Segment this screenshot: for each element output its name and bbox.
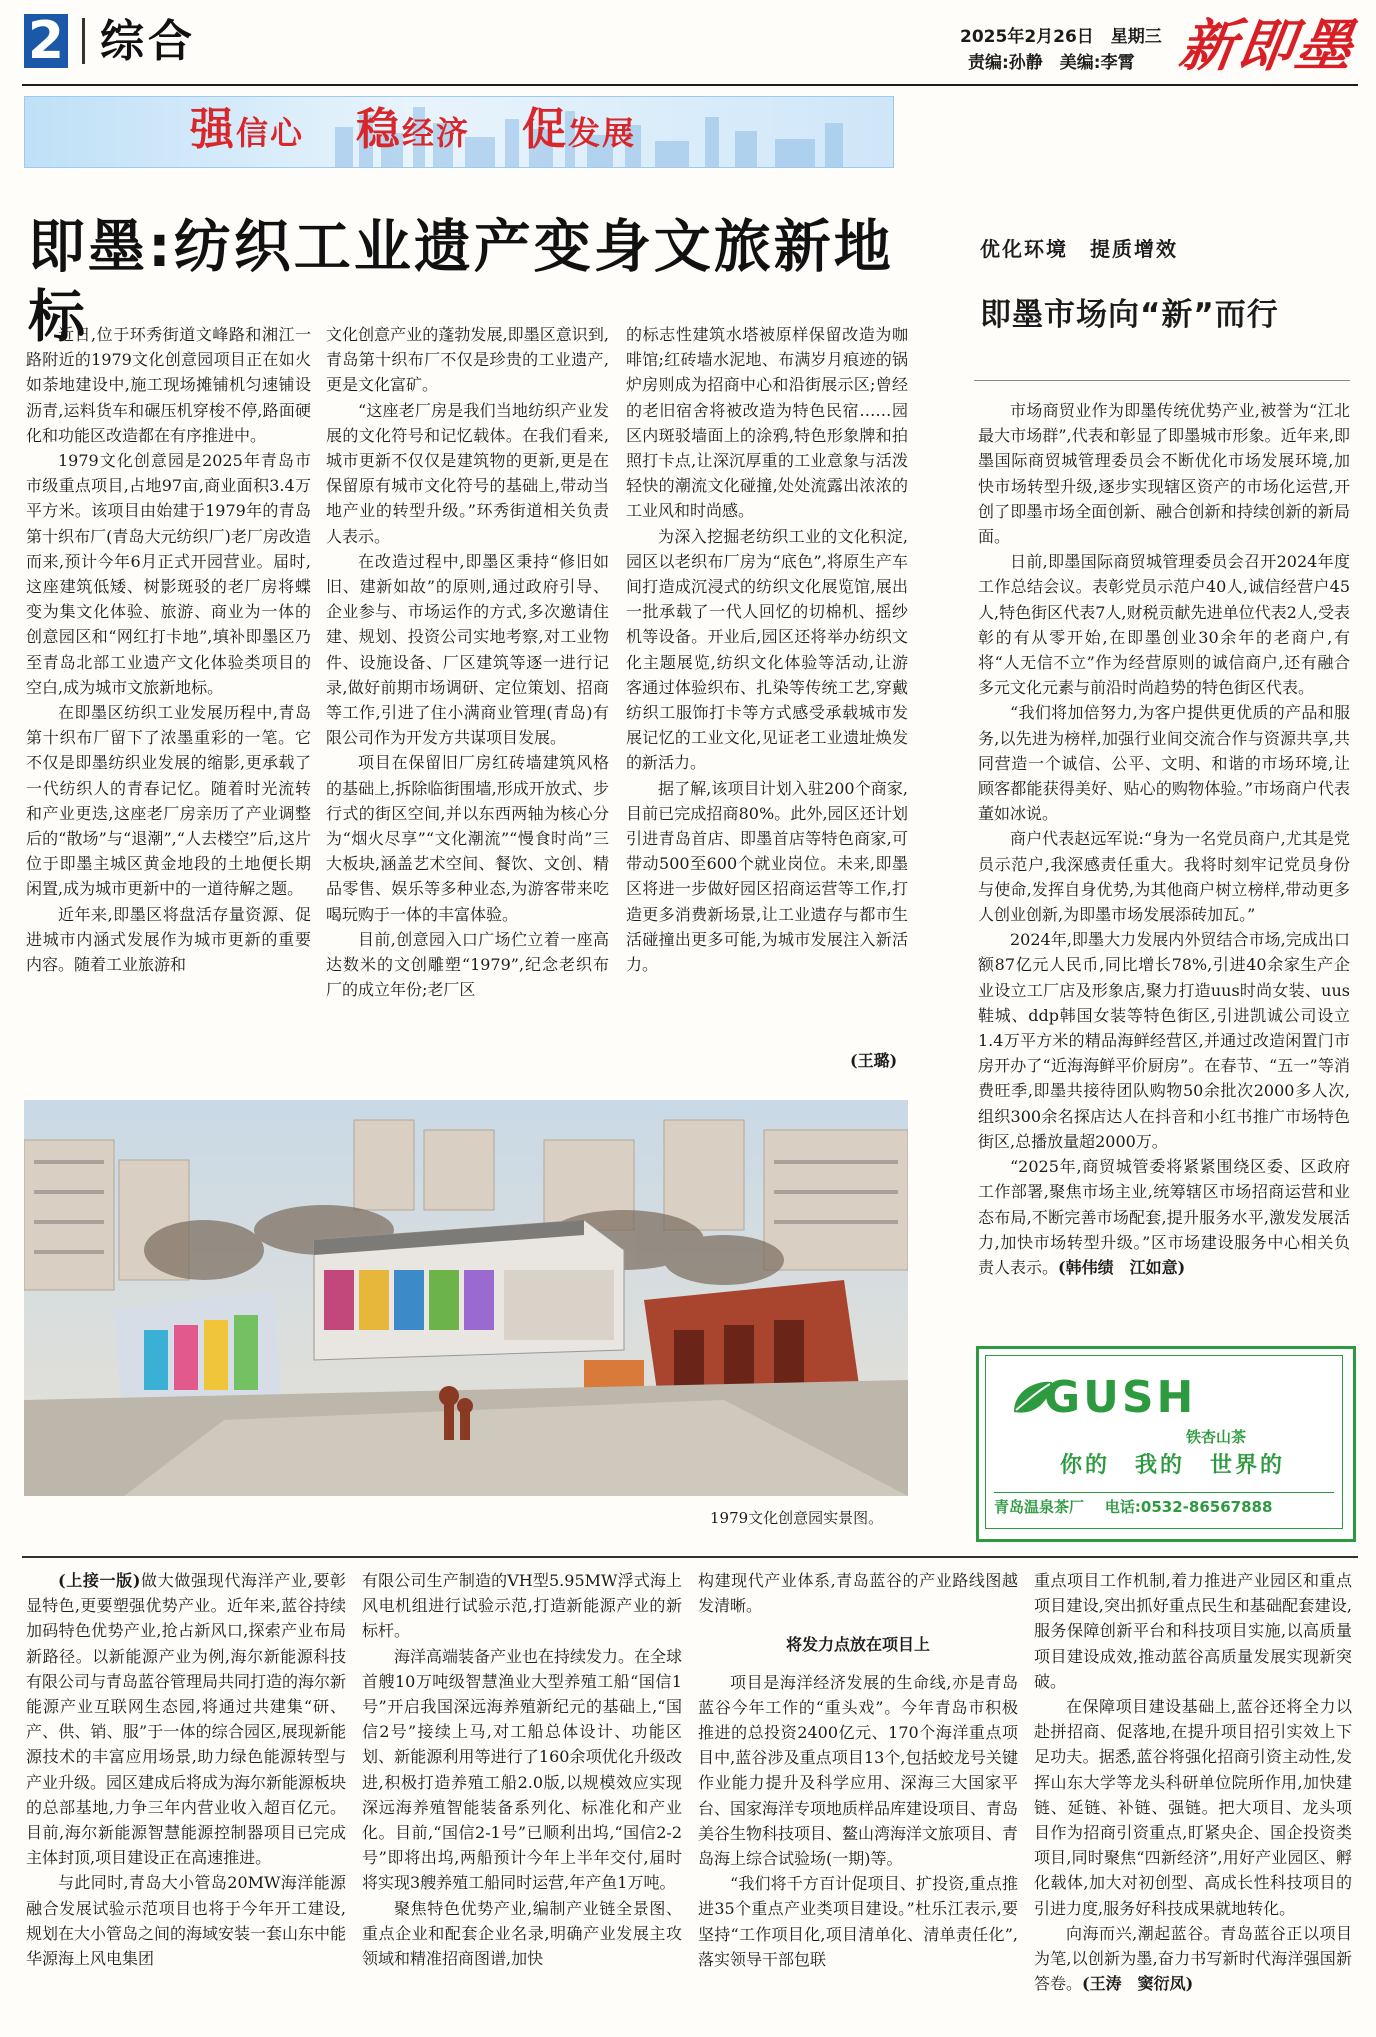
main-article-author: (王璐) bbox=[850, 1051, 898, 1070]
paragraph: 市场商贸业作为即墨传统优势产业,被誉为“江北最大市场群”,代表和彰显了即墨城市形象。近年来,即墨国际商贸城管理委员会不断优化市场发展环境,加快市场转型升级,逐步实现辖区资产的市场化运营,开创了即墨市场全面创新、融合创新和持续创新的新局面。 bbox=[978, 401, 1350, 547]
paragraph: 2024年,即墨大力发展内外贸结合市场,完成出口额87亿元人民币,同比增长78%,引进40余家生产企业设立工厂店及形象店,聚力打造uus时尚女装、uus鞋城、ddp韩国女装等特色街区,引进凯诚公司设立1.4万平方米的精品海鲜经营区,并通过改造闲置门市房开办了“近海海鲜平价厨房”。在春节、“五一”等消费旺季,即墨共接待团队购物50余批次2000多人次,组织300余名探店达人在抖音和小红书推广市场特色街区,总播放量超2000万。 bbox=[978, 930, 1350, 1151]
right-article-title: 即墨市场向“新”而行 bbox=[980, 297, 1279, 333]
paragraph: 有限公司生产制造的VH型5.95MW浮式海上风电机组进行试验示范,打造新能源产业的新标杆。 bbox=[362, 1571, 682, 1641]
paragraph: 在即墨区纺织工业发展历程中,青岛第十织布厂留下了浓墨重彩的一笔。它不仅是即墨纺织业发展的缩影,更承载了一代纺织人的青春记忆。随着时光流转和产业更迭,这座老厂房亲历了产业调整后的“散场”与“退潮”,“人去楼空”后,这片位于即墨主城区黄金地段的土地便长期闲置,成为城市更新中的一道待解之题。 bbox=[26, 703, 311, 899]
right-article-body bbox=[978, 398, 1350, 1280]
paragraph: (上接一版)做大做强现代海洋产业,要彰显特色,更要塑强优势产业。近年来,蓝谷持续加码特色优势产业,抢占新风口,探索产业布局新路径。以新能源产业为例,海尔新能源科技有限公司与青岛蓝谷管理局共同打造的海尔新能源产业互联网生态园,将通过共建集“研、产、供、销、服”于一体的综合园区,展现新能源技术的丰富应用场景,助力绿色能源转型与产业升级。园区建成后将成为海尔新能源板块的总部基地,力争三年内营业收入超百亿元。目前,海尔新能源智慧能源控制器项目已完成主体封顶,项目建设正在高速推进。 bbox=[26, 1571, 347, 1868]
bottom-section-rule bbox=[22, 1556, 1358, 1558]
paragraph: 在改造过程中,即墨区秉持“修旧如旧、建新如故”的原则,通过政府引导、企业参与、市场运作的方式,多次邀请住建、规划、投资公司实地考察,对工业物件、设施设备、厂区建筑等逐一进行记录,做好前期市场调研、定位策划、招商等工作,引进了住小满商业管理(青岛)有限公司作为开发方共谋项目发展。 bbox=[326, 551, 609, 748]
paragraph: 近日,位于环秀街道文峰路和湘江一路附近的1979文化创意园项目正在如火如荼地建设中,施工现场摊铺机匀速铺设沥青,运料货车和碾压机穿梭不停,路面硬化和功能区改造都在有序推进中。 bbox=[26, 325, 311, 445]
ad-phone: 电话:0532-86567888 bbox=[1104, 1498, 1273, 1516]
newspaper-logo: 新即墨 bbox=[1175, 13, 1359, 79]
issue-date: 2025年2月26日 星期三 bbox=[960, 27, 1162, 47]
paragraph: 为深入挖掘老纺织工业的文化积淀,园区以老织布厂房为“底色”,将原生产车间打造成沉浸式的纺织文化展览馆,展出一批承载了一代人回忆的切棉机、摇纱机等设备。开业后,园区还将举办纺织文化主题展览,纺织文化体验等活动,让游客通过体验织布、扎染等传统工艺,穿戴纺织工服饰打卡等方式感受承载城市发展记忆的工业文化,见证老工业遗址焕发的新活力。 bbox=[626, 526, 908, 773]
paragraph: 1979文化创意园是2025年青岛市市级重点项目,占地97亩,商业面积3.4万平方米。该项目由始建于1979年的青岛第十织布厂(青岛大元纺织厂)老厂房改造而来,预计今年6月正式开园营业。届时,这座建筑低矮、树影斑驳的老厂房将蝶变为集文化体验、旅游、商业为一体的创意园区和“网红打卡地”,填补即墨区乃至青岛北部工业遗产文化体验类项目的空白,成为城市文旅新地标。 bbox=[26, 451, 311, 697]
ad-contact bbox=[994, 1492, 1334, 1521]
paragraph: 在保障项目建设基础上,蓝谷还将全力以赴拼招商、促落地,在提升项目招引实效上下足功夫。据悉,蓝谷将强化招商引资主动性,发挥山东大学等龙头科研单位院所作用,加快建链、延链、补链、强链。把大项目、龙头项目作为招商引资重点,盯紧央企、国企投资类项目,同时聚焦“四新经济”,用好产业园区、孵化载体,加大对初创型、高成长性科技项目的引进力度,服务好科技成果就地转化。 bbox=[1034, 1697, 1352, 1918]
paragraph: 向海而兴,潮起蓝谷。青岛蓝谷正以项目为笔,以创新为墨,奋力书写新时代海洋强国新答卷。(王涛 窦衍凤) bbox=[1034, 1923, 1352, 1994]
paragraph: 聚焦特色优势产业,编制产业链全景图、重点企业和配套企业名录,明确产业发展主攻领域和精准招商图谱,加快 bbox=[362, 1898, 682, 1969]
paragraph: 构建现代产业体系,青岛蓝谷的产业路线图越发清晰。 bbox=[698, 1571, 1018, 1616]
right-article-kicker: 优化环境 提质增效 bbox=[980, 237, 1178, 261]
paragraph: 商户代表赵远军说:“身为一名党员商户,尤其是党员示范户,我深感责任重大。我将时刻牢记党员身份与使命,发挥自身优势,为其他商户树立榜样,带动更多人创业创新,为即墨市场发展添砖加瓦。” bbox=[978, 829, 1350, 925]
main-headline: 即墨:纺织工业遗产变身文旅新地标 bbox=[28, 214, 894, 350]
banner-slogan bbox=[190, 100, 636, 163]
bottom-article-col-1 bbox=[26, 1568, 346, 1971]
paragraph: 项目在保留旧厂房红砖墙建筑风格的基础上,拆除临街围墙,形成开放式、步行式的街区空间,并以东西两轴为核心分为“烟火尽享”“文化潮流”“慢食时尚”三大板块,涵盖艺术空间、餐饮、文创、精品零售、娱乐等多种业态,为游客带来吃喝玩购于一体的丰富体验。 bbox=[326, 753, 609, 924]
paragraph: 与此同时,青岛大小管岛20MW海洋能源融合发展试验示范项目也将于今年开工建设,规划在大小管岛之间的海域安装一套山东中能华源海上风电集团 bbox=[26, 1873, 347, 1969]
paragraph: 海洋高端装备产业也在持续发力。在全球首艘10万吨级智慧渔业大型养殖工船“国信1号”开启我国深远海养殖新纪元的基础上,“国信2号”接续上马,对工船总体设计、功能区划、新能源利用等进行了160余项优化升级改进,积极打造养殖工船2.0版,以规模效应实现深远海养殖智能装备系列化、标准化和产业化。目前,“国信2-1号”已顺利出坞,“国信2-2号”即将出坞,两船预计今年上半年交付,届时将实现3艘养殖工船同时运营,年产鱼1万吨。 bbox=[362, 1646, 683, 1893]
continued-marker: (上接一版) bbox=[58, 1571, 141, 1590]
paragraph: 文化创意产业的蓬勃发展,即墨区意识到,青岛第十织布厂不仅是珍贵的工业遗产,更是文化富矿。 bbox=[326, 325, 609, 395]
paragraph: 近年来,即墨区将盘活存量资源、促进城市内涵式发展作为城市更新的重要内容。随着工业旅游和 bbox=[26, 904, 311, 975]
bottom-article-col-2 bbox=[362, 1568, 682, 1971]
paragraph: “2025年,商贸城管委将紧紧围绕区委、区政府工作部署,聚焦市场主业,统筹辖区市场招商运营和业态布局,不断完善市场配套,提升服务水平,激发发展活力,加快市场转型升级。”区市场建设服务中心相关负责人表示。(韩伟绩 江如意) bbox=[978, 1157, 1350, 1277]
ad-brand-cn: 铁杏山茶 bbox=[1186, 1428, 1247, 1446]
banner-word-1: 强信心 bbox=[190, 104, 305, 155]
bottom-article-col-3 bbox=[698, 1568, 1018, 1972]
main-article-col-3 bbox=[626, 322, 908, 977]
header-rule bbox=[22, 84, 1358, 86]
paragraph: 目前,创意园入口广场伫立着一座高达数米的文创雕塑“1979”,纪念老织布厂的成立年份;老厂区 bbox=[326, 929, 609, 1000]
paragraph: 重点项目工作机制,着力推进产业园区和重点项目建设,突出抓好重点民生和基础配套建设,服务保障创新平台和科技项目实施,以高质量项目建设成效,推动蓝谷高质量发展实现新突破。 bbox=[1034, 1571, 1352, 1691]
banner-word-2: 稳经济 bbox=[355, 104, 470, 155]
photo-caption: 1979文化创意园实景图。 bbox=[710, 1509, 884, 1527]
main-article-col-2 bbox=[326, 322, 609, 1002]
right-article-rule bbox=[974, 380, 1350, 381]
ad-slogan: 你的 我的 世界的 bbox=[1060, 1453, 1286, 1478]
bottom-article-author: (王涛 窦衍凤) bbox=[1082, 1974, 1194, 1994]
ad-brand: GUSH bbox=[1044, 1372, 1197, 1423]
section-title: 综合 bbox=[100, 16, 196, 67]
right-article-author: (韩伟绩 江如意) bbox=[1058, 1257, 1186, 1277]
creative-park-photo bbox=[24, 1100, 908, 1496]
paragraph: “我们将千方百计促项目、扩投资,重点推进35个重点产业类项目建设。”杜乐江表示,要坚持“工作项目化,项目清单化、清单责任化”,落实领导干部包联 bbox=[698, 1874, 1018, 1969]
paragraph: “我们将加倍努力,为客户提供更优质的产品和服务,以先进为榜样,加强行业间交流合作与资源共享,共同营造一个诚信、公平、文明、和谐的市场环境,让顾客都能获得美好、贴心的购物体验。”市场商户代表董如冰说。 bbox=[978, 703, 1350, 824]
paragraph: 项目是海洋经济发展的生命线,亦是青岛蓝谷今年工作的“重头戏”。今年青岛市积极推进的总投资2400亿元、170个海洋重点项目中,蓝谷涉及重点项目13个,包括蛟龙号关键作业能力提升及科学应用、深海三大国家平台、国家海洋专项地质样品库建设项目、青岛美谷生物科技项目、鳌山湾海洋文旅项目、青岛海上综合试验场(一期)等。 bbox=[698, 1672, 1019, 1869]
paragraph: “这座老厂房是我们当地纺织产业发展的文化符号和记忆载体。在我们看来,城市更新不仅仅是建筑物的更新,更是在保留原有城市文化符号的基础上,带动当地产业的转型升级。”环秀街道相关负责人表示。 bbox=[326, 400, 609, 546]
paragraph: 的标志性建筑水塔被原样保留改造为咖啡馆;红砖墙水泥地、布满岁月痕迹的锅炉房则成为招商中心和沿街展示区;曾经的老旧宿舍将被改造为特色民宿……园区内斑驳墙面上的涂鸦,特色形象牌和拍照打卡点,让深沉厚重的工业意象与活泼轻快的潮流文化碰撞,处处流露出浓浓的工业风和时尚感。 bbox=[626, 325, 908, 521]
paragraph: 据了解,该项目计划入驻200个商家,目前已完成招商80%。此外,园区还计划引进青岛首店、即墨首店等特色商家,可带动500至600个就业岗位。未来,即墨区将进一步做好园区招商运营等工作,打造更多消费新场景,让工业遗存与都市生活碰撞出更多可能,为城市发展注入新活力。 bbox=[626, 778, 908, 975]
ad-company: 青岛温泉茶厂 bbox=[994, 1498, 1085, 1516]
main-article-col-1 bbox=[26, 322, 311, 977]
banner-word-3: 促发展 bbox=[521, 104, 636, 155]
page-number: 2 bbox=[24, 14, 68, 68]
editors-credit: 责编:孙静 美编:李霄 bbox=[968, 53, 1135, 73]
bottom-article-col-4 bbox=[1034, 1568, 1352, 1996]
header-divider bbox=[82, 18, 85, 64]
subheading: 将发力点放在项目上 bbox=[785, 1635, 930, 1655]
paragraph: 日前,即墨国际商贸城管理委员会召开2024年度工作总结会议。表彰党员示范户40人,诚信经营户45人,特色街区代表7人,财税贡献先进单位代表2人,受表彰的有从零开始,在即墨创业30余年的老商户,有将“人无信不立”作为经营原则的诚信商户,还有融合多元文化元素与前沿时尚趋势的特色街区代表。 bbox=[978, 552, 1350, 698]
